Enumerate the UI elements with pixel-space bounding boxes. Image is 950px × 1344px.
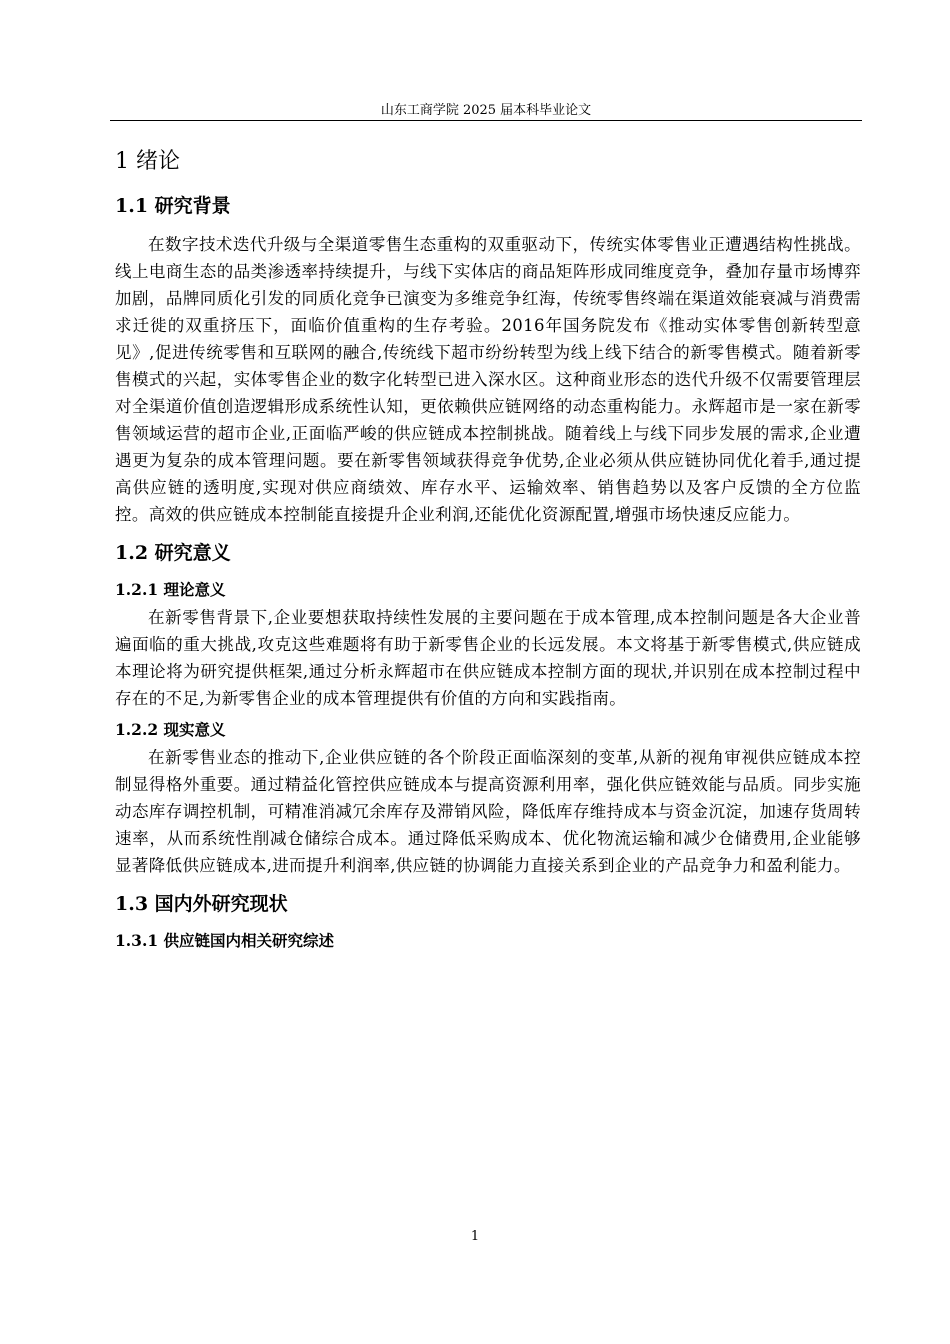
section-heading-1-2: 1.2 研究意义 (115, 542, 231, 564)
subsection-heading-1-3-1: 1.3.1 供应链国内相关研究综述 (115, 931, 335, 950)
subsection-heading-1-2-2: 1.2.2 现实意义 (115, 720, 226, 739)
chapter-title: 1 绪论 (115, 149, 180, 174)
header-rule (110, 120, 862, 121)
running-header: 山东工商学院 2025 届本科毕业论文 (380, 103, 592, 118)
page-number: 1 (470, 1229, 480, 1244)
paragraph-research-background: 在数字技术迭代升级与全渠道零售生态重构的双重驱动下，传统实体零售业正遭遇结构性挑战。线上电商生态的品类渗透率持续提升，与线下实体店的商品矩阵形成同维度竞争，叠加存量市场博弈加剧，品牌同质化引发的同质化竞争已演变为多维竞争红海，传统零售终端在渠道效能衰减与消费需求迁徙的双重挤压下，面临价值重构的生存考验。2016年国务院发布《推动实体零售创新转型意见》,促进传统零售和互联网的融合,传统线下超市纷纷转型为线上线下结合的新零售模式。随着新零售模式的兴起，实体零售企业的数字化转型已进入深水区。这种商业形态的迭代升级不仅需要管理层对全渠道价值创造逻辑形成系统性认知，更依赖供应链网络的动态重构能力。永辉超市是一家在新零售领域运营的超市企业,正面临严峻的供应链成本控制挑战。随着线上与线下同步发展的需求,企业遭遇更为复杂的成本管理问题。要在新零售领域获得竞争优势,企业必须从供应链协同优化着手,通过提高供应链的透明度,实现对供应商绩效、库存水平、运输效率、销售趋势以及客户反馈的全方位监控。高效的供应链成本控制能直接提升企业利润,还能优化资源配置,增强市场快速反应能力。 (115, 235, 861, 524)
paragraph-practical-significance: 在新零售业态的推动下,企业供应链的各个阶段正面临深刻的变革,从新的视角审视供应链成本控制显得格外重要。通过精益化管控供应链成本与提高资源利用率，强化供应链效能与品质。同步实施动态库存调控机制，可精准消减冗余库存及滞销风险，降低库存维持成本与资金沉淀，加速存货周转速率，从而系统性削减仓储综合成本。通过降低采购成本、优化物流运输和减少仓储费用,企业能够显著降低供应链成本,进而提升利润率,供应链的协调能力直接关系到企业的产品竞争力和盈利能力。 (115, 748, 861, 875)
section-heading-1-1: 1.1 研究背景 (115, 195, 231, 217)
section-heading-1-3: 1.3 国内外研究现状 (115, 893, 288, 915)
page-body (115, 145, 861, 955)
subsection-heading-1-2-1: 1.2.1 理论意义 (115, 580, 226, 599)
paragraph-theoretical-significance: 在新零售背景下,企业要想获取持续性发展的主要问题在于成本管理,成本控制问题是各大企业普遍面临的重大挑战,攻克这些难题将有助于新零售企业的长远发展。本文将基于新零售模式,供应链成本理论将为研究提供框架,通过分析永辉超市在供应链成本控制方面的现状,并识别在成本控制过程中存在的不足,为新零售企业的成本管理提供有价值的方向和实践指南。 (115, 608, 861, 708)
